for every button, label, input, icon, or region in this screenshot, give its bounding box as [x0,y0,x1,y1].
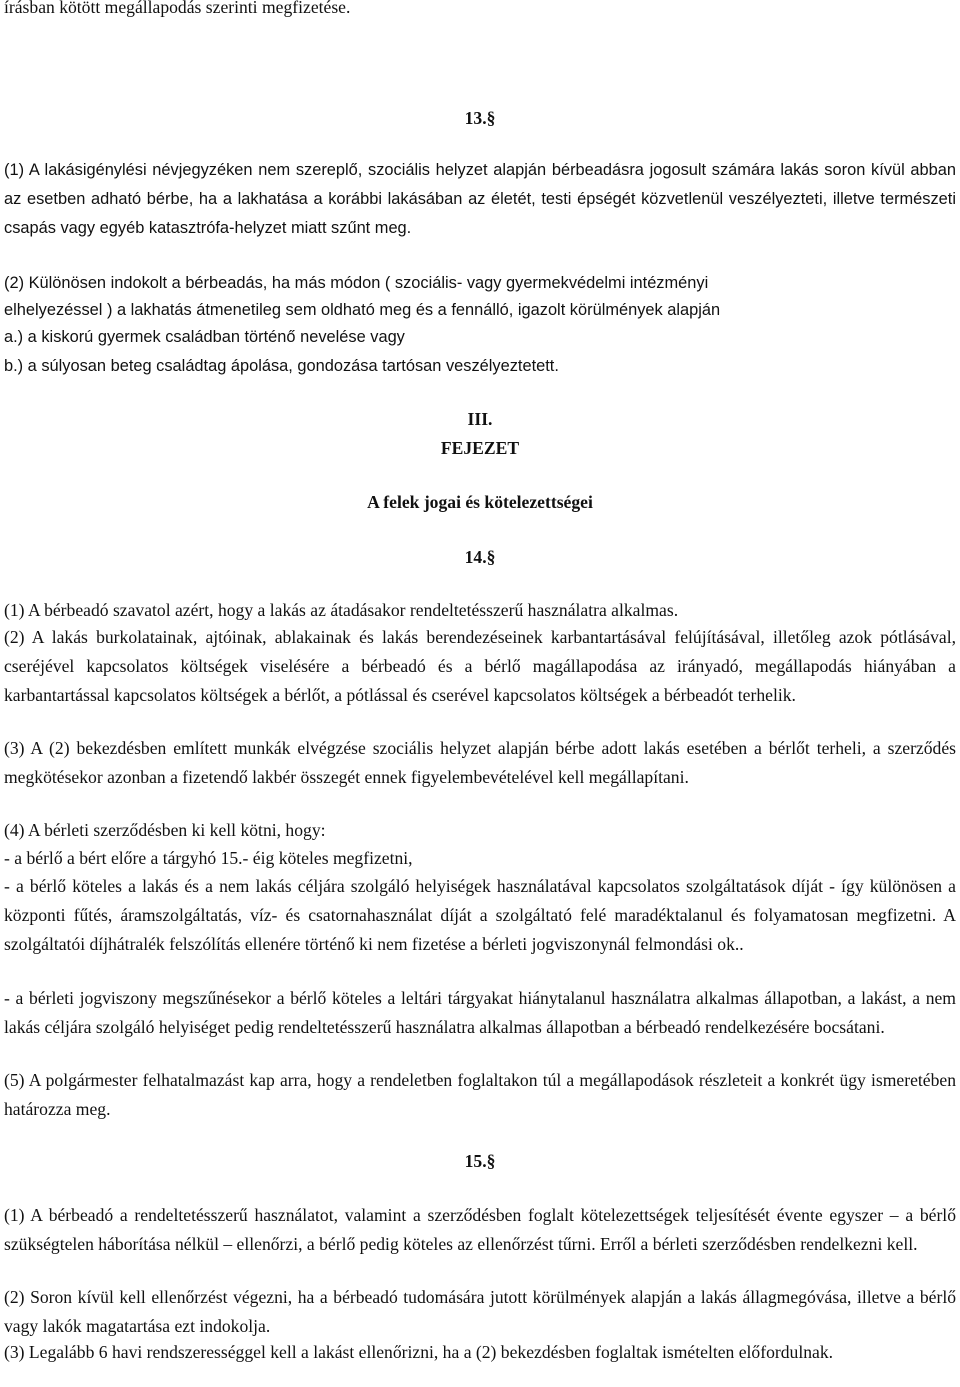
section-13-paragraph-1: (1) A lakásigénylési névjegyzéken nem szereplő, szociális helyzet alapján bérbeadásra jogosult számára lakás soron kívül abban az esetben adható bérbe, ha a lakhatása a korábbi lakásában az életét, testi épségét közvetlenül veszélyezteti, illetve természeti csapás vagy egyéb katasztrófa-helyzet miatt szűnt meg. [4,161,956,237]
chapter-number: III. [467,409,493,429]
section-14-paragraph-4: (4) A bérleti szerződésben ki kell kötni, hogy: [4,820,326,840]
section-14-paragraph-5: (5) A polgármester felhatalmazást kap arra, hogy a rendeletben foglaltakon túl a megállapodások részleteit a konkrét ügy ismeretében határozza meg. [4,1070,956,1119]
section-15-paragraph-1: (1) A bérbeadó a rendeltetésszerű használatot, valamint a szerződésben foglalt kötelezettségek teljesítését évente egyszer – a bérlő szükségtelen háborítása nélkül – ellenőrzi, a bérlő pedig köteles az ellenőrzést tűrni. Erről a bérleti szerződésben rendelkezni kell. [4,1205,956,1254]
section-14-paragraph-2: (2) A lakás burkolatainak, ajtóinak, ablakainak és lakás berendezéseinek karbantartásával felújításával, illetőleg azok pótlásával, cseréjével kapcsolatos költségek viselésére a bérbeadó és a bérlő magállapodása az irányadó, megállapodás hiányában a karbantartással kapcsolatos költségek a bérlőt, a pótlással és cserével kapcsolatos költségek a bérbeadót terhelik. [4,627,956,705]
section-14-dash-item-3: - a bérleti jogviszony megszűnésekor a bérlő köteles a leltári tárgyakat hiánytalanul használatra alkalmas állapotban, a lakást, a nem lakás céljára szolgáló helyiséget pedig rendeltetésszerű használatra alkalmas állapotban a bérbeadó rendelkezésére bocsátani. [4,988,956,1037]
chapter-label: FEJEZET [440,438,520,458]
section-15-heading: 15.§ [464,1151,496,1171]
section-15-paragraph-2: (2) Soron kívül kell ellenőrzést végezni, ha a bérbeadó tudomására jutott körülmények alapján a lakás állagmegóvása, illetve a bérlő vagy lakók magatartása ezt indokolja. [4,1287,956,1336]
section-13-paragraph-2-line-1: (2) Különösen indokolt a bérbeadás, ha más módon ( szociális- vagy gyermekvédelmi intézményi [4,274,709,292]
section-13-paragraph-2-line-2: elhelyezéssel ) a lakhatás átmenetileg sem oldható meg és a fennálló, igazolt körülmények alapján [4,301,721,319]
section-14-dash-item-1: - a bérlő a bért előre a tárgyhó 15.- éig köteles megfizetni, [4,848,413,868]
section-13-heading: 13.§ [464,108,496,128]
section-14-paragraph-1: (1) A bérbeadó szavatol azért, hogy a lakás az átadásakor rendeltetésszerű használatra alkalmas. [4,600,679,620]
section-15-paragraph-3: (3) Legalább 6 havi rendszerességgel kell a lakást ellenőrizni, ha a (2) bekezdésben foglaltak ismételten előfordulnak. [4,1342,834,1362]
section-14-heading: 14.§ [464,547,496,567]
fragment-top-line: írásban kötött megállapodás szerinti megfizetése. [4,0,351,17]
section-14-dash-item-2: - a bérlő köteles a lakás és a nem lakás céljára szolgáló helyiségek használatával kapcsolatos szolgáltatások díját - így különösen a központi fűtés, áramszolgáltatás, víz- és csatornahasználat díját a szolgáltató felé maradéktalanul és folyamatosan megfizetni. A szolgáltatói díjhátralék felszólítás ellenére történő ki nem fizetése a bérleti jogviszonynál felmondási ok.. [4,876,956,954]
section-13-item-a: a.) a kiskorú gyermek családban történő nevelése vagy [4,328,405,346]
section-14-paragraph-3: (3) A (2) bekezdésben említett munkák elvégzése szociális helyzet alapján bérbe adott lakás esetében a bérlőt terheli, a szerződés megkötésekor azonban a fizetendő lakbér összegét ennek figyelembevételével kell megállapítani. [4,738,956,787]
section-13-item-b: b.) a súlyosan beteg családtag ápolása, gondozása tartósan veszélyeztetett. [4,357,559,375]
chapter-title: A felek jogai és kötelezettségei [367,492,593,512]
